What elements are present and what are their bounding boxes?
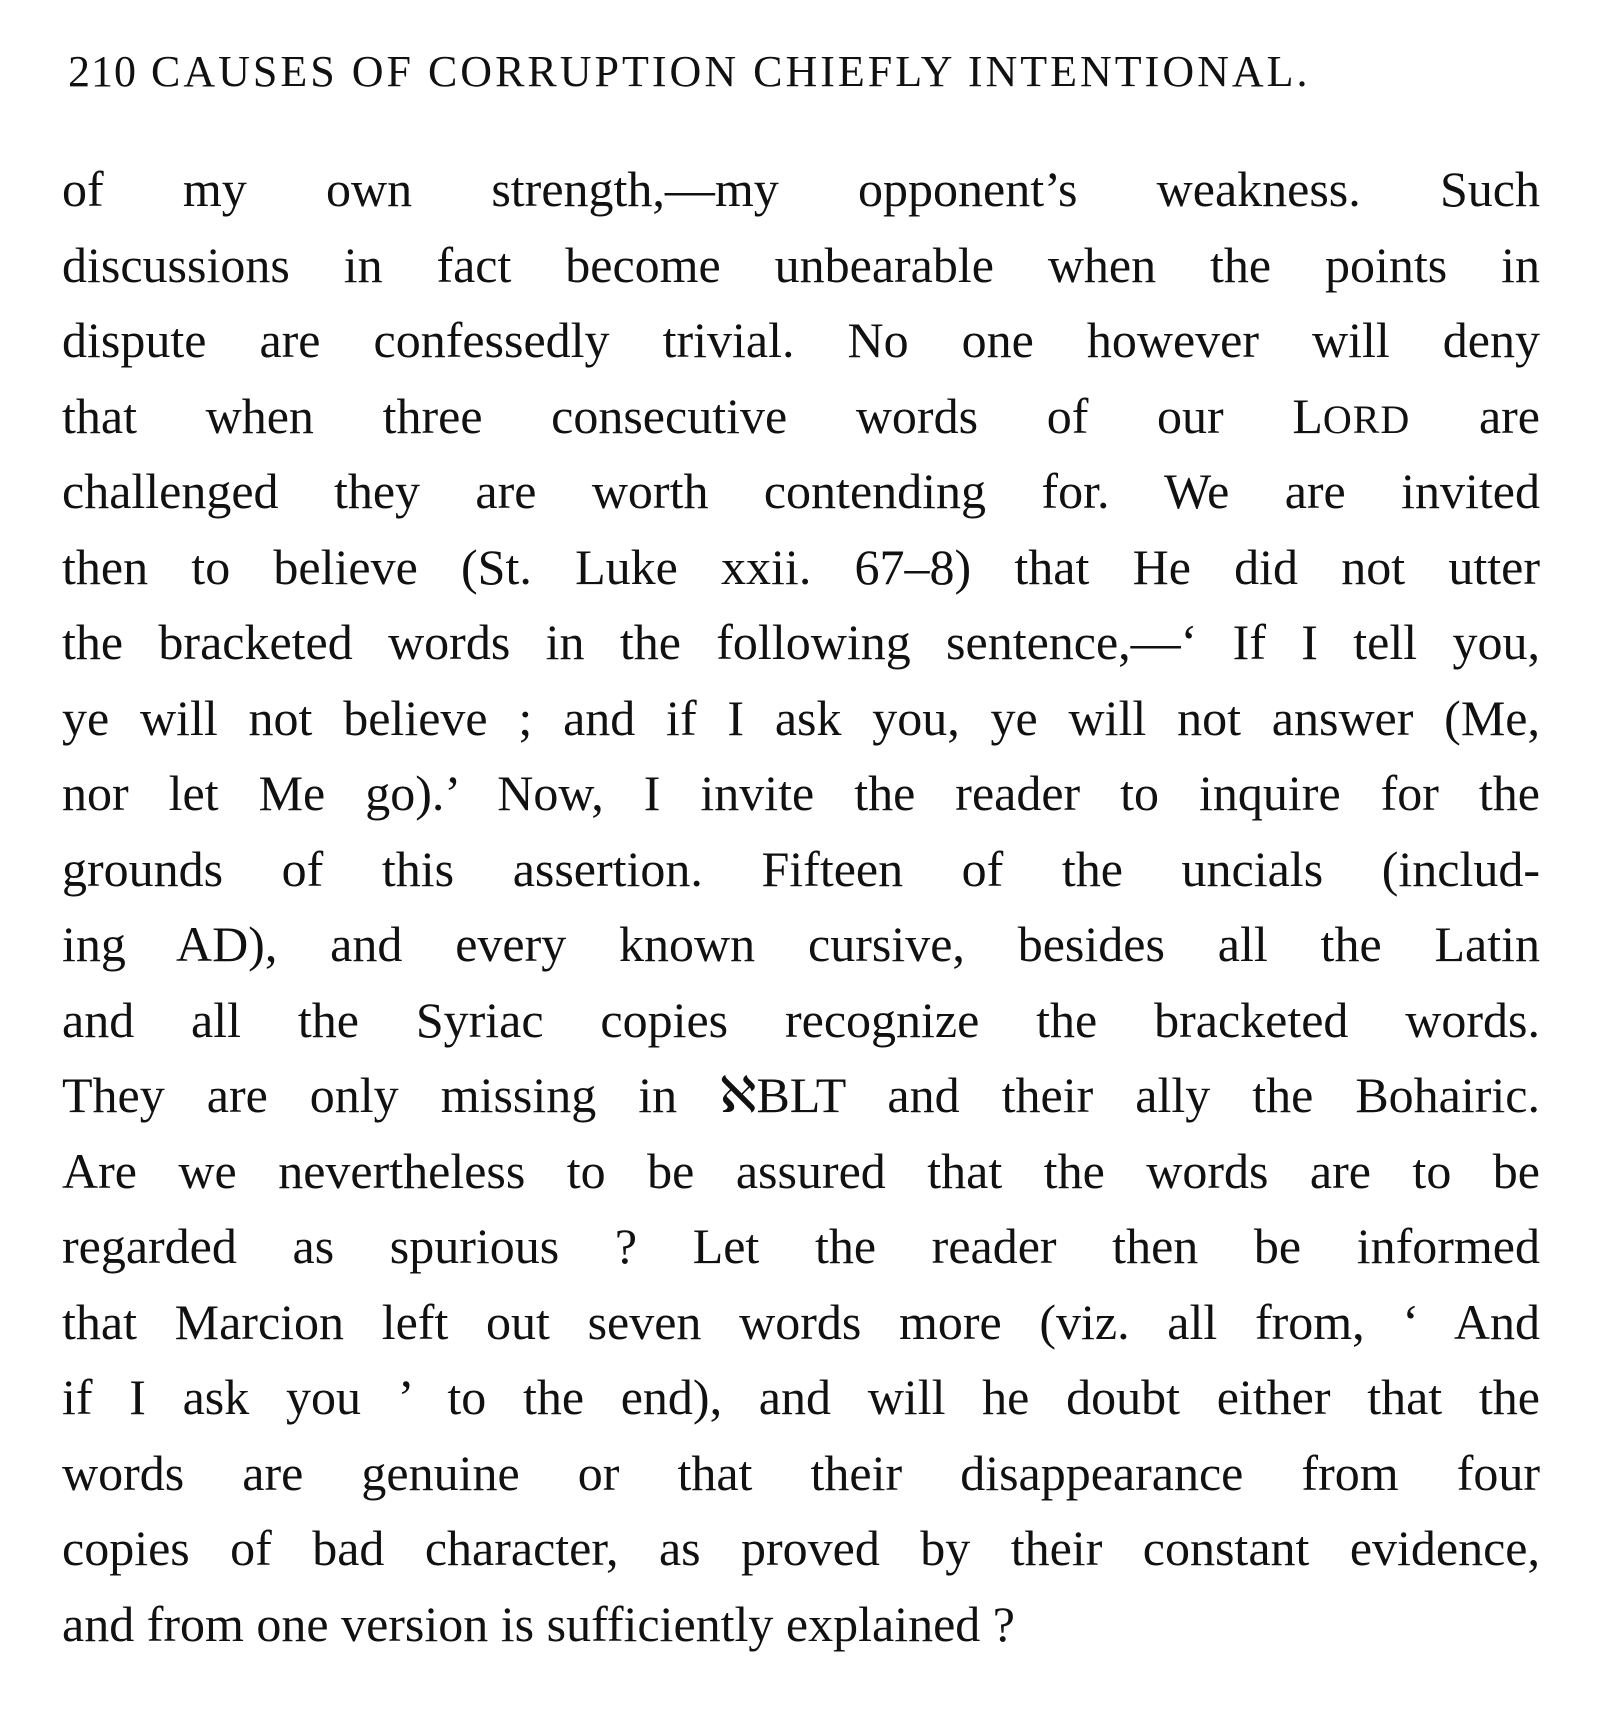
lord-initial: L xyxy=(1292,387,1323,444)
running-title: CAUSES OF CORRUPTION CHIEFLY INTENTIONAL. xyxy=(151,47,1311,96)
text-line: challenged they are worth contending for. We are invited xyxy=(62,463,1540,519)
text-line: nor let Me go).’ Now, I invite the reader to inquire for the xyxy=(62,765,1540,821)
text-line: discussions in fact become unbearable when the points in xyxy=(62,236,1540,293)
page-number: 210 xyxy=(68,47,137,96)
text-line: ing AD), and every known cursive, besides all the Latin xyxy=(62,916,1540,972)
text-line: the bracketed words in the following sentence,—‘ If I tell you, xyxy=(62,614,1540,670)
line-text-end: are xyxy=(1478,387,1541,444)
text-line-with-small-caps xyxy=(62,379,1540,455)
text-line: copies of bad character, as proved by their constant evidence, xyxy=(62,1520,1540,1576)
text-line: of my own strength,—my opponent’s weakness. Such xyxy=(62,161,1540,217)
text-line: grounds of this assertion. Fifteen of the uncials (includ- xyxy=(62,840,1540,897)
body-text xyxy=(62,152,1540,1662)
running-head xyxy=(68,44,1528,100)
text-line: regarded as spurious ? Let the reader then be informed xyxy=(62,1218,1540,1274)
line-text: that when three consecutive words of our xyxy=(62,387,1224,444)
text-line: They are only missing in ℵBLT and their ally the Bohairic. xyxy=(62,1067,1540,1123)
text-line: if I ask you ’ to the end), and will he doubt either that the xyxy=(62,1369,1540,1425)
lord-small-caps xyxy=(1292,388,1410,444)
text-line: Are we nevertheless to be assured that the words are to be xyxy=(62,1142,1540,1199)
text-line: then to believe (St. Luke xxii. 67–8) that He did not utter xyxy=(62,538,1540,595)
text-line: that Marcion left out seven words more (viz. all from, ‘ And xyxy=(62,1293,1540,1350)
text-line: and all the Syriac copies recognize the bracketed words. xyxy=(62,991,1540,1048)
text-line: dispute are confessedly trivial. No one however will deny xyxy=(62,312,1540,368)
text-line-last: and from one version is sufficiently explained ? xyxy=(62,1595,1015,1652)
text-line: ye will not believe ; and if I ask you, ye will not answer (Me, xyxy=(62,689,1540,746)
lord-rest: ORD xyxy=(1322,396,1411,442)
text-line: words are genuine or that their disappearance from four xyxy=(62,1444,1540,1501)
